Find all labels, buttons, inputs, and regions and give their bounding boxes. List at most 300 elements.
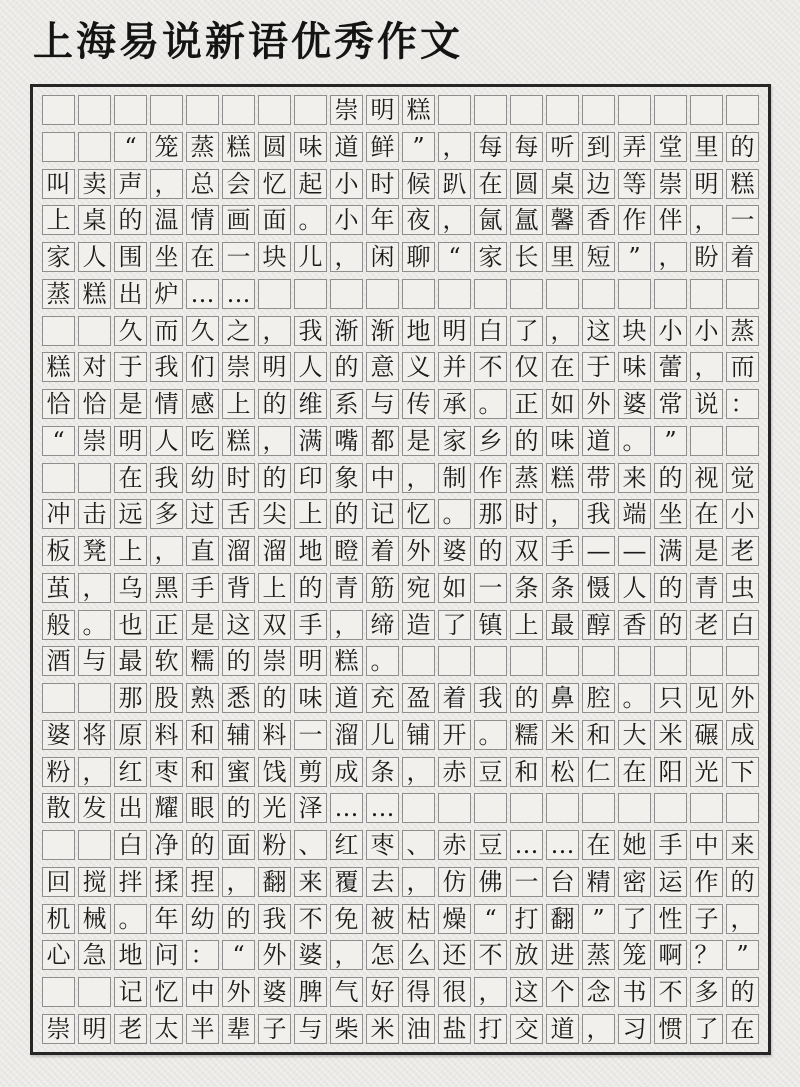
grid-cell: 忆 xyxy=(402,499,435,529)
grid-cell: 免 xyxy=(330,904,363,934)
grid-cell xyxy=(438,279,471,309)
grid-cell: … xyxy=(366,793,399,823)
grid-cell: 太 xyxy=(150,1014,183,1044)
grid-cell: 枯 xyxy=(402,904,435,934)
grid-cell: 视 xyxy=(690,463,723,493)
grid-cell: 婆 xyxy=(438,536,471,566)
grid-cell: 见 xyxy=(690,683,723,713)
grid-cell xyxy=(546,793,579,823)
grid-cell: 坐 xyxy=(654,499,687,529)
grid-cell: 恰 xyxy=(78,389,111,419)
grid-cell xyxy=(294,279,327,309)
grid-cell: 上 xyxy=(222,389,255,419)
grid-cell: 仿 xyxy=(438,867,471,897)
grid-cell: 开 xyxy=(438,720,471,750)
grid-cell: 不 xyxy=(294,904,327,934)
grid-cell: 糕 xyxy=(546,463,579,493)
grid-cell: 。 xyxy=(78,610,111,640)
grid-cell: 的 xyxy=(222,793,255,823)
grid-cell: 双 xyxy=(258,610,291,640)
grid-cell: 红 xyxy=(330,830,363,860)
grid-row xyxy=(42,279,759,309)
grid-cell: ， xyxy=(690,352,723,382)
grid-cell xyxy=(726,646,759,676)
grid-cell: 氲 xyxy=(510,205,543,235)
grid-cell: 。 xyxy=(474,720,507,750)
grid-cell: 她 xyxy=(618,830,651,860)
grid-cell: 着 xyxy=(438,683,471,713)
grid-cell: 长 xyxy=(510,242,543,272)
grid-cell: 的 xyxy=(186,830,219,860)
grid-cell: 熟 xyxy=(186,683,219,713)
grid-cell: 上 xyxy=(510,610,543,640)
grid-row xyxy=(42,793,759,823)
grid-cell: 那 xyxy=(114,683,147,713)
grid-cell: 充 xyxy=(366,683,399,713)
grid-cell: 坐 xyxy=(150,242,183,272)
grid-cell: 的 xyxy=(294,573,327,603)
grid-cell: 婆 xyxy=(258,977,291,1007)
grid-cell: ： xyxy=(186,940,219,970)
grid-cell: 么 xyxy=(402,940,435,970)
grid-cell: 。 xyxy=(438,499,471,529)
grid-cell: 维 xyxy=(294,389,327,419)
grid-cell: 人 xyxy=(294,352,327,382)
grid-cell: 宛 xyxy=(402,573,435,603)
grid-cell: 的 xyxy=(222,904,255,934)
grid-cell: 得 xyxy=(402,977,435,1007)
grid-cell: 不 xyxy=(474,940,507,970)
grid-cell: 幼 xyxy=(186,904,219,934)
grid-cell xyxy=(618,95,651,125)
grid-cell: 崇 xyxy=(222,352,255,382)
grid-cell: 成 xyxy=(726,720,759,750)
grid-cell: 明 xyxy=(258,352,291,382)
grid-cell: 的 xyxy=(510,683,543,713)
grid-cell: 明 xyxy=(366,95,399,125)
grid-cell: 面 xyxy=(258,205,291,235)
grid-cell: 碾 xyxy=(690,720,723,750)
grid-cell: 我 xyxy=(150,352,183,382)
grid-cell: 醇 xyxy=(582,610,615,640)
grid-cell xyxy=(78,95,111,125)
grid-cell: 记 xyxy=(366,499,399,529)
grid-cell: 蕾 xyxy=(654,352,687,382)
grid-cell: 的 xyxy=(330,499,363,529)
grid-cell: 印 xyxy=(294,463,327,493)
grid-cell: “ xyxy=(474,904,507,934)
grid-cell: 豆 xyxy=(474,757,507,787)
grid-cell: 黑 xyxy=(150,573,183,603)
grid-cell: 剪 xyxy=(294,757,327,787)
grid-cell: 和 xyxy=(582,720,615,750)
grid-cell: 一 xyxy=(474,573,507,603)
grid-cell: 儿 xyxy=(366,720,399,750)
grid-cell: 仁 xyxy=(582,757,615,787)
grid-cell: 出 xyxy=(114,279,147,309)
grid-cell xyxy=(42,683,75,713)
grid-row xyxy=(42,646,759,676)
grid-cell: 于 xyxy=(114,352,147,382)
grid-cell: 温 xyxy=(150,205,183,235)
grid-cell xyxy=(366,279,399,309)
grid-cell: 人 xyxy=(78,242,111,272)
grid-cell: 馨 xyxy=(546,205,579,235)
grid-cell xyxy=(618,279,651,309)
grid-cell: 覆 xyxy=(330,867,363,897)
grid-cell: 我 xyxy=(294,316,327,346)
grid-cell: ， xyxy=(330,940,363,970)
grid-cell xyxy=(114,95,147,125)
grid-cell xyxy=(42,830,75,860)
grid-cell: ？ xyxy=(690,940,723,970)
grid-cell: 糕 xyxy=(222,426,255,456)
grid-cell: 子 xyxy=(258,1014,291,1044)
grid-cell: 家 xyxy=(42,242,75,272)
grid-cell: 味 xyxy=(546,426,579,456)
grid-cell: 作 xyxy=(690,867,723,897)
grid-cell: 堂 xyxy=(654,132,687,162)
grid-cell: 气 xyxy=(330,977,363,1007)
grid-cell: 铺 xyxy=(402,720,435,750)
grid-cell: 觉 xyxy=(726,463,759,493)
grid-cell: 是 xyxy=(186,610,219,640)
grid-cell xyxy=(654,646,687,676)
grid-cell: 的 xyxy=(258,463,291,493)
grid-cell: 香 xyxy=(582,205,615,235)
grid-cell: 远 xyxy=(114,499,147,529)
grid-cell: ， xyxy=(402,757,435,787)
grid-cell xyxy=(222,95,255,125)
grid-cell: 来 xyxy=(618,463,651,493)
grid-cell: 老 xyxy=(726,536,759,566)
grid-cell: 手 xyxy=(654,830,687,860)
grid-cell: 里 xyxy=(690,132,723,162)
grid-cell: ” xyxy=(402,132,435,162)
grid-cell: 香 xyxy=(618,610,651,640)
grid-cell: 道 xyxy=(330,132,363,162)
grid-cell xyxy=(510,646,543,676)
grid-cell xyxy=(582,279,615,309)
grid-cell: 明 xyxy=(294,646,327,676)
grid-cell: 在 xyxy=(114,463,147,493)
grid-cell: 们 xyxy=(186,352,219,382)
grid-cell: 条 xyxy=(366,757,399,787)
grid-cell xyxy=(654,793,687,823)
grid-cell: 粉 xyxy=(42,757,75,787)
grid-cell: 恰 xyxy=(42,389,75,419)
grid-cell: 崇 xyxy=(78,426,111,456)
grid-cell: … xyxy=(186,279,219,309)
grid-cell: 一 xyxy=(294,720,327,750)
grid-cell xyxy=(78,316,111,346)
grid-cell: 面 xyxy=(222,830,255,860)
grid-cell: 到 xyxy=(582,132,615,162)
grid-cell: 蒸 xyxy=(510,463,543,493)
grid-cell: 啊 xyxy=(654,940,687,970)
grid-cell: 舌 xyxy=(222,499,255,529)
grid-cell: 吃 xyxy=(186,426,219,456)
grid-cell: ， xyxy=(330,242,363,272)
grid-cell: 我 xyxy=(150,463,183,493)
grid-cell: 渐 xyxy=(366,316,399,346)
grid-cell: 是 xyxy=(114,389,147,419)
grid-cell: 一 xyxy=(726,205,759,235)
grid-cell: 只 xyxy=(654,683,687,713)
grid-cell xyxy=(654,95,687,125)
grid-cell: 红 xyxy=(114,757,147,787)
grid-cell xyxy=(690,793,723,823)
grid-cell: 手 xyxy=(294,610,327,640)
grid-cell xyxy=(546,279,579,309)
grid-cell: 承 xyxy=(438,389,471,419)
grid-row xyxy=(42,610,759,640)
grid-cell: 瞪 xyxy=(330,536,363,566)
grid-cell: 冲 xyxy=(42,499,75,529)
grid-cell: 问 xyxy=(150,940,183,970)
grid-cell: “ xyxy=(42,426,75,456)
grid-cell: ” xyxy=(726,940,759,970)
grid-cell: 人 xyxy=(618,573,651,603)
grid-cell xyxy=(78,683,111,713)
grid-cell xyxy=(438,646,471,676)
grid-row xyxy=(42,720,759,750)
grid-cell: 柴 xyxy=(330,1014,363,1044)
grid-cell xyxy=(582,793,615,823)
grid-cell: 翻 xyxy=(546,904,579,934)
grid-cell: 子 xyxy=(690,904,723,934)
grid-cell: “ xyxy=(222,940,255,970)
grid-cell: 小 xyxy=(330,205,363,235)
grid-cell: 味 xyxy=(618,352,651,382)
grid-cell xyxy=(510,95,543,125)
grid-cell: 味 xyxy=(294,132,327,162)
grid-cell: 味 xyxy=(294,683,327,713)
grid-cell: 在 xyxy=(186,242,219,272)
grid-cell: 的 xyxy=(114,205,147,235)
grid-cell: 正 xyxy=(150,610,183,640)
grid-cell: 家 xyxy=(474,242,507,272)
grid-cell: 悉 xyxy=(222,683,255,713)
grid-cell: 聊 xyxy=(402,242,435,272)
grid-cell: 地 xyxy=(114,940,147,970)
grid-row xyxy=(42,1014,759,1044)
grid-cell: 象 xyxy=(330,463,363,493)
grid-cell xyxy=(474,793,507,823)
grid-cell: 候 xyxy=(402,169,435,199)
grid-cell: 光 xyxy=(690,757,723,787)
grid-cell: ， xyxy=(654,242,687,272)
grid-cell: “ xyxy=(114,132,147,162)
grid-cell: 明 xyxy=(438,316,471,346)
grid-cell: 放 xyxy=(510,940,543,970)
grid-cell: 中 xyxy=(690,830,723,860)
grid-cell: — xyxy=(582,536,615,566)
grid-cell xyxy=(618,793,651,823)
grid-cell: 最 xyxy=(114,646,147,676)
grid-cell: 拌 xyxy=(114,867,147,897)
grid-cell: 慑 xyxy=(582,573,615,603)
grid-cell: 溜 xyxy=(222,536,255,566)
grid-cell: 将 xyxy=(78,720,111,750)
grid-cell: 造 xyxy=(402,610,435,640)
grid-cell: 这 xyxy=(222,610,255,640)
grid-cell: 正 xyxy=(510,389,543,419)
grid-cell xyxy=(474,95,507,125)
grid-row xyxy=(42,426,759,456)
grid-cell: 一 xyxy=(222,242,255,272)
grid-cell: 好 xyxy=(366,977,399,1007)
grid-cell: … xyxy=(222,279,255,309)
grid-cell: ， xyxy=(222,867,255,897)
page-title: 上海易说新语优秀作文 xyxy=(33,18,463,65)
grid-cell: 鲜 xyxy=(366,132,399,162)
grid-cell: 条 xyxy=(546,573,579,603)
grid-cell: 了 xyxy=(690,1014,723,1044)
grid-cell: 老 xyxy=(114,1014,147,1044)
grid-cell: 镇 xyxy=(474,610,507,640)
grid-cell: 外 xyxy=(402,536,435,566)
grid-cell: 与 xyxy=(366,389,399,419)
grid-cell xyxy=(42,132,75,162)
grid-cell: 制 xyxy=(438,463,471,493)
grid-cell: 。 xyxy=(618,426,651,456)
grid-cell: 并 xyxy=(438,352,471,382)
grid-cell: 般 xyxy=(42,610,75,640)
grid-cell: 弄 xyxy=(618,132,651,162)
grid-cell: 趴 xyxy=(438,169,471,199)
grid-cell: 等 xyxy=(618,169,651,199)
grid-cell: 下 xyxy=(726,757,759,787)
grid-cell: 精 xyxy=(582,867,615,897)
grid-cell: 块 xyxy=(618,316,651,346)
grid-cell: 婆 xyxy=(294,940,327,970)
grid-cell: 人 xyxy=(150,426,183,456)
grid-cell: 揉 xyxy=(150,867,183,897)
grid-cell xyxy=(258,279,291,309)
grid-cell xyxy=(726,279,759,309)
grid-row xyxy=(42,316,759,346)
grid-cell: 、 xyxy=(294,830,327,860)
grid-cell: 崇 xyxy=(330,95,363,125)
grid-cell: 盼 xyxy=(690,242,723,272)
grid-cell: 忆 xyxy=(258,169,291,199)
grid-cell: 圆 xyxy=(510,169,543,199)
grid-cell: 时 xyxy=(366,169,399,199)
grid-cell: 久 xyxy=(186,316,219,346)
grid-cell: 运 xyxy=(654,867,687,897)
grid-cell: 画 xyxy=(222,205,255,235)
grid-cell: 来 xyxy=(294,867,327,897)
grid-cell: 粉 xyxy=(258,830,291,860)
grid-cell: 卖 xyxy=(78,169,111,199)
grid-cell: 意 xyxy=(366,352,399,382)
grid-cell xyxy=(42,316,75,346)
grid-cell: 半 xyxy=(186,1014,219,1044)
grid-cell xyxy=(690,279,723,309)
grid-cell: 的 xyxy=(330,352,363,382)
grid-cell: 蒸 xyxy=(42,279,75,309)
grid-cell: ， xyxy=(258,426,291,456)
grid-cell: 光 xyxy=(258,793,291,823)
grid-cell: ， xyxy=(690,205,723,235)
grid-cell: 怎 xyxy=(366,940,399,970)
grid-cell: 久 xyxy=(114,316,147,346)
grid-cell: 的 xyxy=(726,867,759,897)
grid-cell xyxy=(42,95,75,125)
grid-cell: 米 xyxy=(546,720,579,750)
grid-cell: 糯 xyxy=(510,720,543,750)
grid-cell: 满 xyxy=(654,536,687,566)
grid-cell: ： xyxy=(726,389,759,419)
grid-cell: 听 xyxy=(546,132,579,162)
grid-cell: ” xyxy=(618,242,651,272)
grid-cell: 地 xyxy=(294,536,327,566)
grid-cell: 的 xyxy=(258,389,291,419)
grid-cell: 道 xyxy=(546,1014,579,1044)
grid-cell: 进 xyxy=(546,940,579,970)
grid-cell: 很 xyxy=(438,977,471,1007)
grid-cell: 茧 xyxy=(42,573,75,603)
grid-cell: ， xyxy=(546,316,579,346)
grid-cell: 酒 xyxy=(42,646,75,676)
grid-cell: 地 xyxy=(402,316,435,346)
grid-cell: 手 xyxy=(186,573,219,603)
grid-cell: 伴 xyxy=(654,205,687,235)
grid-cell: ， xyxy=(582,1014,615,1044)
grid-cell: 幼 xyxy=(186,463,219,493)
grid-cell: 的 xyxy=(654,610,687,640)
grid-cell xyxy=(294,95,327,125)
grid-cell: 白 xyxy=(726,610,759,640)
grid-cell: 溜 xyxy=(330,720,363,750)
grid-cell: 声 xyxy=(114,169,147,199)
grid-cell: 那 xyxy=(474,499,507,529)
grid-cell: 夜 xyxy=(402,205,435,235)
grid-cell: 。 xyxy=(474,389,507,419)
grid-cell: 枣 xyxy=(150,757,183,787)
grid-cell: 这 xyxy=(510,977,543,1007)
grid-cell: 鼻 xyxy=(546,683,579,713)
grid-cell: 明 xyxy=(690,169,723,199)
grid-cell: 里 xyxy=(546,242,579,272)
grid-cell xyxy=(726,95,759,125)
grid-cell: 。 xyxy=(366,646,399,676)
grid-cell: ” xyxy=(654,426,687,456)
grid-cell: ， xyxy=(150,536,183,566)
grid-row xyxy=(42,463,759,493)
grid-cell: 饯 xyxy=(258,757,291,787)
grid-cell: ” xyxy=(582,904,615,934)
grid-cell: 的 xyxy=(726,132,759,162)
grid-cell: 炉 xyxy=(150,279,183,309)
grid-cell: 和 xyxy=(186,720,219,750)
grid-cell: 也 xyxy=(114,610,147,640)
grid-cell: 辈 xyxy=(222,1014,255,1044)
grid-cell: 在 xyxy=(582,830,615,860)
grid-cell: 原 xyxy=(114,720,147,750)
grid-cell: 散 xyxy=(42,793,75,823)
grid-cell: 的 xyxy=(510,426,543,456)
grid-cell: 于 xyxy=(582,352,615,382)
grid-cell: 泽 xyxy=(294,793,327,823)
grid-cell: ， xyxy=(438,205,471,235)
grid-cell: 桌 xyxy=(546,169,579,199)
grid-cell: 密 xyxy=(618,867,651,897)
grid-cell: 股 xyxy=(150,683,183,713)
grid-cell: 都 xyxy=(366,426,399,456)
grid-cell: 搅 xyxy=(78,867,111,897)
